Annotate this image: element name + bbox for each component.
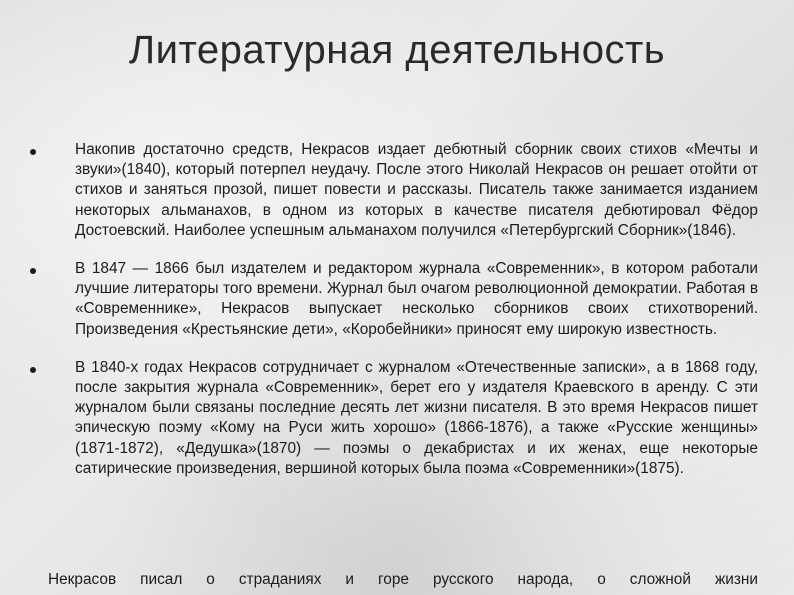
list-item (28, 140, 758, 241)
bullet-dot-icon (30, 149, 36, 155)
bullet-dot-icon (30, 367, 36, 373)
list-item (28, 259, 758, 340)
bullet-text: В 1847 — 1866 был издателем и редактором журнала «Современник», в котором работали лучшие литераторы того времени. Журнал был очагом революционной демократии. Работая в «Современнике», Некрасов выпускает несколько сборников своих стихотворений. Произведения «Крестьянские дети», «Коробейники» приносят ему широкую известность. (75, 260, 758, 338)
bullet-text: В 1840-х годах Некрасов сотрудничает с журналом «Отечественные записки», а в 1868 году, после закрытия журнала «Современник», берет его у издателя Краевского в аренду. С эти журналом были связаны последние десять лет жизни писателя. В это время Некрасов пишет эпическую поэму «Кому на Руси жить хорошо» (1866-1876), а также «Русские женщины» (1871-1872), «Дедушка»(1870) — поэмы о декабристах и их женах, еще некоторые сатирические произведения, вершиной которых была поэма «Современники»(1875). (75, 358, 758, 477)
bullet-text: Накопив достаточно средств, Некрасов издает дебютный сборник своих стихов «Мечты и звуки»(1840), который потерпел неудачу. После этого Николай Некрасов он решает отойти от стихов и заняться прозой, пишет повести и рассказы. Писатель также занимается изданием некоторых альманахов, в одном из которых в качестве писателя дебютировал Фёдор Достоевский. Наиболее успешным альманахом получился «Петербургский Сборник»(1846). (75, 141, 758, 239)
list-item (28, 358, 758, 479)
bullet-list (28, 140, 758, 497)
bullet-dot-icon (30, 268, 36, 274)
footer-paragraph: Некрасов писал о страданиях и горе русского народа, о сложной жизни (48, 571, 758, 588)
slide-title: Литературная деятельность (128, 28, 666, 72)
